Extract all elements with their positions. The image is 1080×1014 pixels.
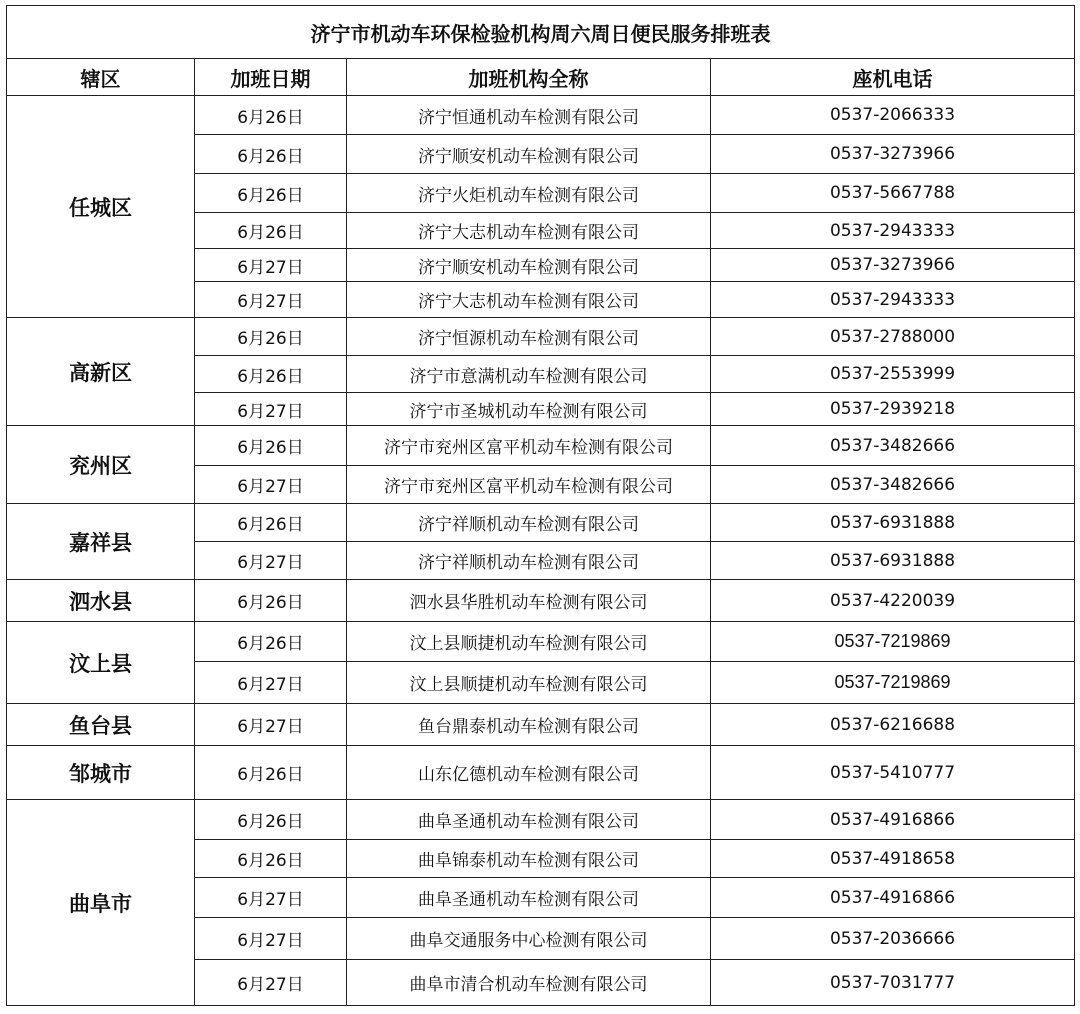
district-cell: 泗水县 [7,580,195,622]
district-cell: 邹城市 [7,746,195,800]
date-cell: 6月27日 [195,249,347,282]
phone-cell: 0537-2066333 [711,96,1075,135]
district-cell: 任城区 [7,96,195,318]
org-cell: 济宁市意满机动车检测有限公司 [347,356,711,393]
org-cell: 济宁火炬机动车检测有限公司 [347,174,711,213]
phone-cell: 0537-2036666 [711,918,1075,960]
phone-cell: 0537-3273966 [711,249,1075,282]
table-row [7,96,1075,135]
phone-cell: 0537-3273966 [711,135,1075,174]
table-row [7,426,1075,466]
date-cell: 6月26日 [195,504,347,542]
org-cell: 汶上县顺捷机动车检测有限公司 [347,662,711,704]
org-cell: 山东亿德机动车检测有限公司 [347,746,711,800]
district-cell: 鱼台县 [7,704,195,746]
date-cell: 6月26日 [195,840,347,878]
date-cell: 6月27日 [195,662,347,704]
date-cell: 6月26日 [195,318,347,356]
org-cell: 济宁市兖州区富平机动车检测有限公司 [347,426,711,466]
date-cell: 6月26日 [195,426,347,466]
phone-cell: 0537-4918658 [711,840,1075,878]
org-cell: 济宁祥顺机动车检测有限公司 [347,542,711,580]
phone-cell: 0537-7219869 [711,622,1075,662]
phone-cell: 0537-2943333 [711,213,1075,249]
org-cell: 济宁大志机动车检测有限公司 [347,213,711,249]
date-cell: 6月27日 [195,282,347,318]
org-cell: 曲阜圣通机动车检测有限公司 [347,800,711,840]
phone-cell: 0537-4916866 [711,878,1075,918]
header-date: 加班日期 [195,59,347,96]
date-cell: 6月27日 [195,960,347,1006]
phone-cell: 0537-7219869 [711,662,1075,704]
district-cell: 曲阜市 [7,800,195,1006]
date-cell: 6月26日 [195,174,347,213]
district-cell: 嘉祥县 [7,504,195,580]
phone-cell: 0537-6216688 [711,704,1075,746]
date-cell: 6月27日 [195,878,347,918]
org-cell: 济宁市兖州区富平机动车检测有限公司 [347,466,711,504]
org-cell: 济宁顺安机动车检测有限公司 [347,135,711,174]
table-title: 济宁市机动车环保检验机构周六周日便民服务排班表 [7,6,1075,59]
phone-cell: 0537-3482666 [711,466,1075,504]
schedule-table [6,5,1075,1006]
phone-cell: 0537-5410777 [711,746,1075,800]
date-cell: 6月26日 [195,622,347,662]
table-row [7,504,1075,542]
phone-cell: 0537-2788000 [711,318,1075,356]
table-row [7,580,1075,622]
org-cell: 汶上县顺捷机动车检测有限公司 [347,622,711,662]
table-row [7,746,1075,800]
date-cell: 6月27日 [195,466,347,504]
header-phone: 座机电话 [711,59,1075,96]
org-cell: 济宁恒源机动车检测有限公司 [347,318,711,356]
date-cell: 6月27日 [195,918,347,960]
org-cell: 济宁恒通机动车检测有限公司 [347,96,711,135]
header-row [7,59,1075,96]
district-cell: 汶上县 [7,622,195,704]
table-row [7,318,1075,356]
org-cell: 鱼台鼎泰机动车检测有限公司 [347,704,711,746]
header-district: 辖区 [7,59,195,96]
date-cell: 6月26日 [195,135,347,174]
district-cell: 高新区 [7,318,195,426]
title-row [7,6,1075,59]
date-cell: 6月27日 [195,542,347,580]
phone-cell: 0537-5667788 [711,174,1075,213]
phone-cell: 0537-2939218 [711,393,1075,426]
phone-cell: 0537-7031777 [711,960,1075,1006]
org-cell: 曲阜交通服务中心检测有限公司 [347,918,711,960]
date-cell: 6月26日 [195,800,347,840]
phone-cell: 0537-3482666 [711,426,1075,466]
date-cell: 6月27日 [195,704,347,746]
phone-cell: 0537-6931888 [711,542,1075,580]
org-cell: 曲阜锦泰机动车检测有限公司 [347,840,711,878]
phone-cell: 0537-2553999 [711,356,1075,393]
org-cell: 济宁顺安机动车检测有限公司 [347,249,711,282]
org-cell: 曲阜市清合机动车检测有限公司 [347,960,711,1006]
district-cell: 兖州区 [7,426,195,504]
org-cell: 济宁市圣城机动车检测有限公司 [347,393,711,426]
header-org: 加班机构全称 [347,59,711,96]
phone-cell: 0537-4220039 [711,580,1075,622]
date-cell: 6月27日 [195,393,347,426]
date-cell: 6月26日 [195,746,347,800]
date-cell: 6月26日 [195,96,347,135]
date-cell: 6月26日 [195,213,347,249]
table-row [7,800,1075,840]
org-cell: 曲阜圣通机动车检测有限公司 [347,878,711,918]
phone-cell: 0537-4916866 [711,800,1075,840]
org-cell: 济宁祥顺机动车检测有限公司 [347,504,711,542]
org-cell: 济宁大志机动车检测有限公司 [347,282,711,318]
date-cell: 6月26日 [195,356,347,393]
phone-cell: 0537-2943333 [711,282,1075,318]
table-row [7,622,1075,662]
table-row [7,704,1075,746]
date-cell: 6月26日 [195,580,347,622]
phone-cell: 0537-6931888 [711,504,1075,542]
org-cell: 泗水县华胜机动车检测有限公司 [347,580,711,622]
